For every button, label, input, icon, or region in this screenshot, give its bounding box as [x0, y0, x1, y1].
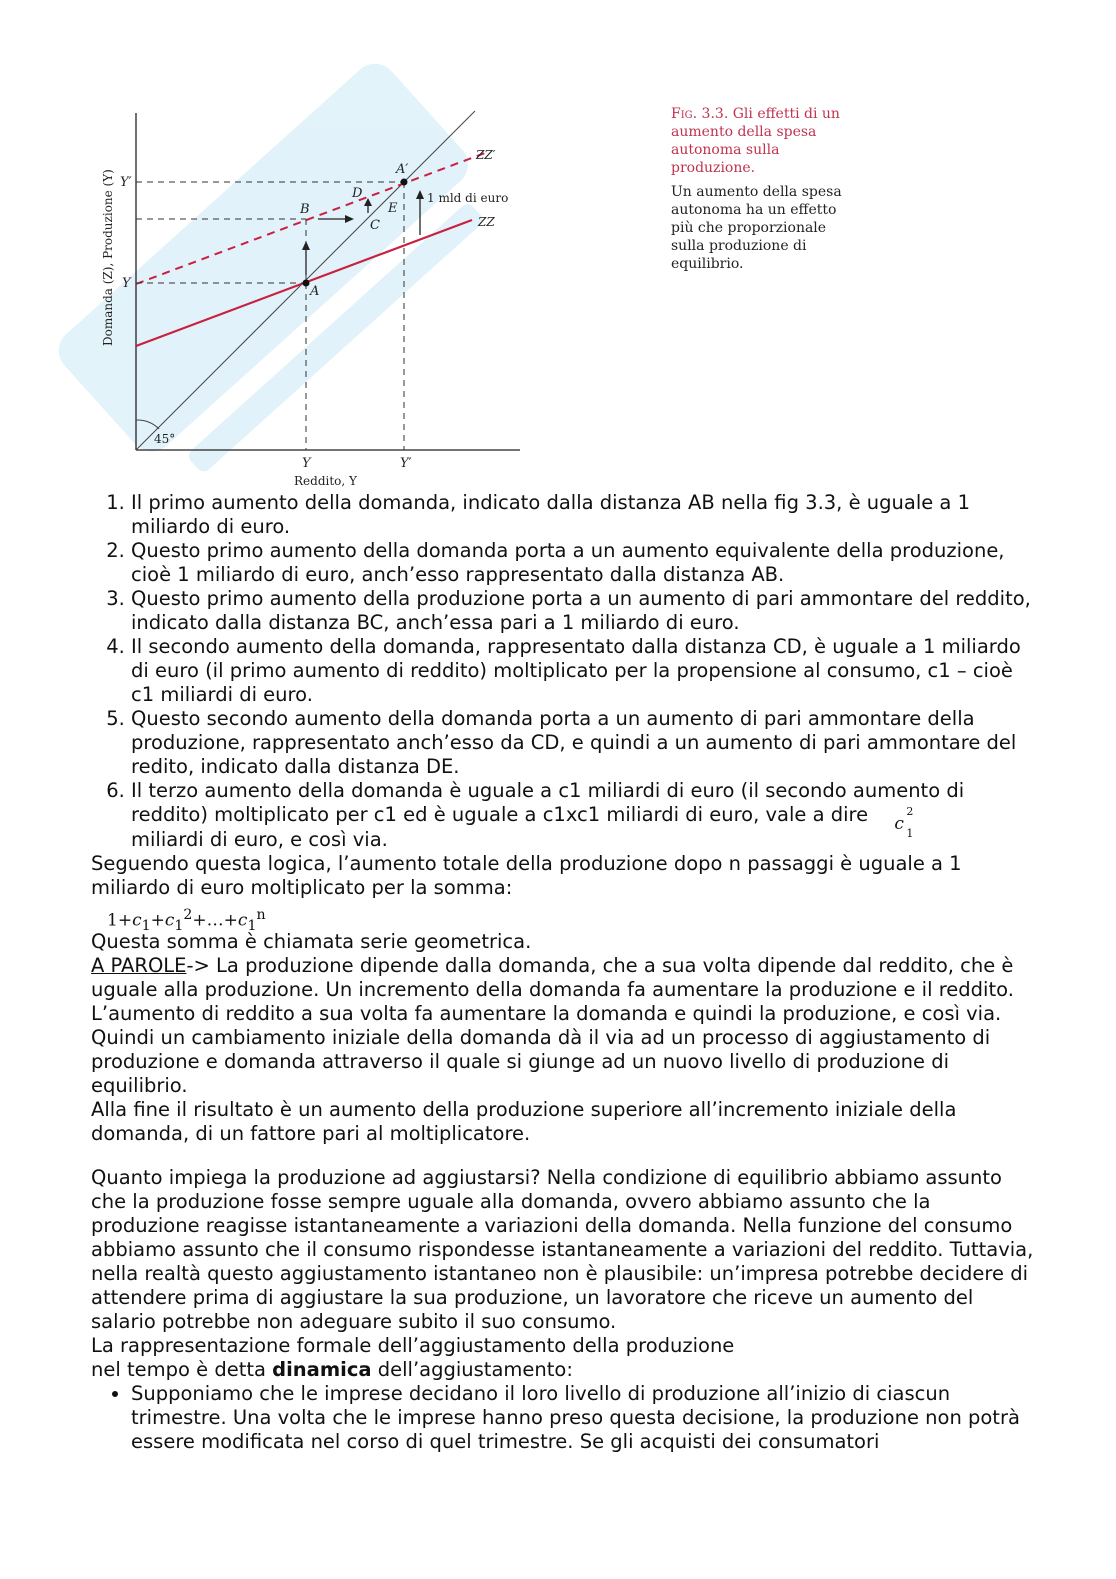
- f-dots: +…+: [192, 910, 238, 931]
- list-item: [131, 779, 1041, 852]
- angle-arc: [136, 420, 159, 429]
- point-aprime-label: A′: [396, 162, 409, 177]
- c1-sup: 2: [906, 804, 914, 818]
- f-c: c: [132, 910, 142, 931]
- formal-bold: dinamica: [272, 1357, 372, 1381]
- f-n: n: [256, 906, 266, 923]
- paragraph-formal-1: La rappresentazione formale dell’aggiustamento della produzione: [91, 1333, 735, 1357]
- f-sub2: 1: [174, 917, 184, 934]
- spacer: [91, 1146, 1041, 1166]
- parole-text: -> La produzione dipende dalla domanda, che a sua volta dipende dal reddito, che è uguale alla produzione. Un incremento della domanda fa aumentare la produzione e il reddito. L’aumento di reddito a sua volta fa aumentare la domanda e quindi la produzione, e così via. Quindi un cambiamento iniziale della domanda dà il via ad un processo di aggiustamento di produzione e domanda attraverso il quale si giunge ad un nuovo livello di produzione di equilibrio.: [91, 953, 1014, 1097]
- f-c3: c: [237, 910, 248, 931]
- caption-label: Fig. 3.3.: [671, 106, 729, 122]
- angle-label: 45°: [154, 432, 176, 446]
- x-tick-yprime: Y′: [400, 456, 412, 471]
- point-c-label: C: [370, 218, 380, 233]
- f-c2: c: [164, 910, 175, 931]
- f-plus: +: [150, 910, 165, 931]
- geometric-series-formula: [91, 900, 1041, 934]
- x-axis-label: Reddito, Y: [294, 474, 357, 488]
- step6-text-end: miliardi di euro, e così via.: [131, 827, 388, 851]
- point-e-label: E: [388, 201, 398, 216]
- caption-title-text: Gli effetti di un aumento della spesa autonoma sulla produzione.: [671, 106, 840, 176]
- y-tick-y: Y: [122, 276, 131, 291]
- paragraph-quanto: Quanto impiega la produzione ad aggiustarsi? Nella condizione di equilibrio abbiamo assunto che la produzione fosse sempre uguale alla domanda, ovvero abbiamo assunto che la produzione reagisse istantaneamente a variazioni della domanda. Nella funzione del consumo abbiamo assunto che il consumo rispondesse istantaneamente a variazioni del reddito. Tuttavia, nella realtà questo aggiustamento istantaneo non è plausibile: un’impresa potrebbe decidere di attendere prima di aggiustare la sua produzione, un lavoratore che riceve un aumento del salario potrebbe non adeguare subito il suo consumo.: [91, 1165, 1034, 1333]
- point-aprime-dot: [401, 179, 408, 186]
- formal-post: dell’aggiustamento:: [371, 1357, 573, 1381]
- point-a-label: A: [310, 284, 320, 299]
- paragraph-end: Alla fine il risultato è un aumento della produzione superiore all’incremento iniziale della domanda, di un fattore pari al moltiplicatore.: [91, 1097, 957, 1145]
- multiplier-chart: [90, 95, 530, 495]
- arrow-shift-head: [416, 190, 424, 199]
- paragraph-formal-2: [91, 1358, 1041, 1382]
- f-one: 1+: [107, 910, 133, 931]
- list-item: 4. Il secondo aumento della domanda, rappresentato dalla distanza CD, è uguale a 1 miliardo di euro (il primo aumento di reddito) moltiplicato per la propensione al consumo, c1 – cioè c1 miliardi di euro.: [131, 635, 1041, 707]
- formal-pre: nel tempo è detta: [91, 1357, 273, 1381]
- arrow-ab-head: [302, 241, 310, 250]
- c1-base: c: [894, 813, 904, 834]
- figure-caption: [671, 105, 851, 273]
- c1-sub: 1: [906, 826, 914, 840]
- caption-title: [671, 105, 851, 177]
- parole-label: A PAROLE: [91, 953, 187, 977]
- f-sq: 2: [183, 906, 193, 923]
- y-tick-yprime: Y′: [120, 175, 132, 190]
- bullet-list: [91, 1382, 1041, 1454]
- shift-label: 1 mld di euro: [427, 191, 509, 205]
- list-item: • Supponiamo che le imprese decidano il loro livello di produzione all’inizio di ciascun trimestre. Una volta che le imprese hanno preso questa decisione, la produzione non potrà essere modificata nel corso di quel trimestre. Se gli acquisti dei consumatori: [131, 1382, 1041, 1454]
- f-sub3: 1: [247, 917, 257, 934]
- line-zz-label: ZZ: [478, 215, 495, 229]
- y-axis-label: Domanda (Z), Produzione (Y): [101, 169, 115, 346]
- figure-3-3: [90, 95, 530, 495]
- arrow-cd-head: [364, 198, 372, 206]
- paragraph-series: Questa somma è chiamata serie geometrica.: [91, 929, 532, 953]
- x-tick-y: Y: [302, 456, 311, 471]
- caption-body: Un aumento della spesa autonoma ha un effetto più che proporzionale sulla produzione di equilibrio.: [671, 184, 842, 272]
- list-item: 2. Questo primo aumento della domanda porta a un aumento equivalente della produzione, cioè 1 miliardo di euro, anch’esso rappresentato dalla distanza AB.: [131, 539, 1041, 587]
- point-a-dot: [303, 280, 310, 287]
- paragraph-logic: Seguendo questa logica, l’aumento totale della produzione dopo n passaggi è uguale a 1 miliardo di euro moltiplicato per la somma:: [91, 851, 962, 899]
- step6-text: Il terzo aumento della domanda è uguale a c1 miliardi di euro (il secondo aumento di reddito) moltiplicato per c1 ed è uguale a c1xc1 miliardi di euro, vale a dire: [131, 779, 965, 826]
- list-item: 1. Il primo aumento della domanda, indicato dalla distanza AB nella fig 3.3, è uguale a 1 miliardo di euro.: [131, 491, 1041, 539]
- steps-list: [91, 491, 1041, 852]
- line-zzprime-label: ZZ′: [476, 148, 496, 162]
- list-item: 5. Questo secondo aumento della domanda porta a un aumento di pari ammontare della produzione, rappresentato anch’esso da CD, e quindi a un aumento di pari ammontare del redito, indicato dalla distanza DE.: [131, 707, 1041, 779]
- arrow-bc-head: [345, 215, 354, 223]
- c1-squared-symbol: [894, 804, 922, 840]
- paragraph-parole: [91, 954, 1041, 1098]
- document-body: [91, 491, 1041, 1454]
- f-sub: 1: [141, 917, 151, 934]
- line-zz-prime: [136, 153, 485, 284]
- point-b-label: B: [300, 202, 310, 217]
- list-item: 3. Questo primo aumento della produzione porta a un aumento di pari ammontare del reddito, indicato dalla distanza BC, anch’essa pari a 1 miliardo di euro.: [131, 587, 1041, 635]
- point-d-label: D: [352, 186, 363, 201]
